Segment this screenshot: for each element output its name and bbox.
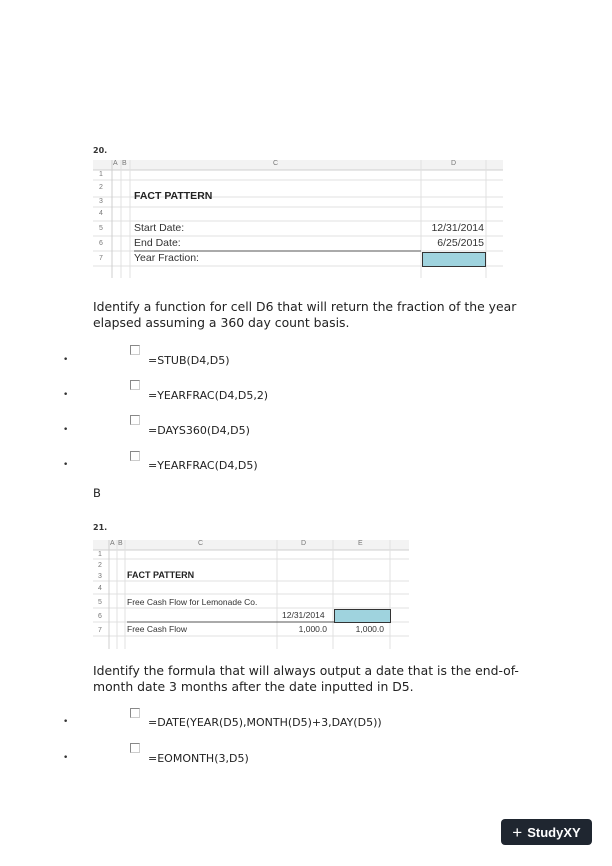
option-checkbox[interactable]: [130, 380, 140, 390]
selected-cell-e5: [334, 609, 391, 623]
col-header-c: C: [273, 160, 279, 167]
end-date-value: 6/25/2015: [437, 237, 484, 249]
spreadsheet-screenshot-q21: [93, 540, 409, 649]
option-label[interactable]: =EOMONTH(3,D5): [148, 752, 249, 765]
col-header-b: B: [118, 540, 123, 547]
option-label[interactable]: =DATE(YEAR(D5),MONTH(D5)+3,DAY(D5)): [148, 716, 382, 729]
fcf-e6-value: 1,000.0: [355, 624, 384, 634]
row-number: 1: [99, 171, 103, 178]
option-checkbox[interactable]: [130, 708, 140, 718]
sheet-title: FACT PATTERN: [127, 570, 195, 580]
option-checkbox[interactable]: [130, 415, 140, 425]
option-label[interactable]: =YEARFRAC(D4,D5,2): [148, 389, 269, 402]
col-header-d: D: [451, 160, 457, 167]
col-header-a: A: [110, 540, 115, 547]
fcf-label: Free Cash Flow: [127, 624, 187, 634]
brand-name: StudyXY: [527, 824, 581, 840]
row-number: 2: [98, 562, 102, 569]
bullet: •: [63, 425, 69, 435]
start-date-value: 12/31/2014: [431, 222, 484, 234]
question-prompt: Identify a function for cell D6 that will return the fraction of the year elapsed assuming a 360 day count basis.: [93, 299, 517, 330]
option-checkbox[interactable]: [130, 451, 140, 461]
row-number: 2: [99, 184, 103, 191]
row-number: 4: [99, 210, 103, 217]
bullet: •: [63, 753, 69, 763]
row-number: 5: [99, 225, 103, 232]
question-prompt: Identify the formula that will always output a date that is the end-of-month date 3 months after the date inputted in D5.: [93, 663, 519, 694]
answer-key: B: [93, 486, 101, 500]
selected-cell-d6: [422, 252, 486, 267]
date-cell-d5: 12/31/2014: [282, 610, 325, 620]
option-label[interactable]: =DAYS360(D4,D5): [148, 424, 250, 437]
question-number: 20.: [93, 146, 108, 155]
bullet: •: [63, 717, 69, 727]
sheet-title: FACT PATTERN: [134, 190, 213, 202]
col-header-b: B: [122, 160, 127, 167]
row-number: 7: [98, 627, 102, 634]
start-date-label: Start Date:: [134, 222, 185, 234]
bullet: •: [63, 355, 69, 365]
fcf-d6-value: 1,000.0: [298, 624, 327, 634]
col-header-a: A: [113, 160, 118, 167]
row-number: 7: [99, 255, 103, 262]
row-number: 3: [98, 573, 102, 580]
spreadsheet-screenshot-q20: [93, 160, 503, 278]
studyxy-logo[interactable]: [501, 819, 592, 845]
col-header-c: C: [198, 540, 204, 547]
end-date-label: End Date:: [134, 237, 181, 249]
plus-icon: +: [512, 822, 523, 842]
bullet: •: [63, 460, 69, 470]
row-number: 6: [98, 613, 102, 620]
col-header-d: D: [301, 540, 307, 547]
option-label[interactable]: =YEARFRAC(D4,D5): [148, 459, 258, 472]
row-number: 4: [98, 585, 102, 592]
row-number: 5: [98, 599, 102, 606]
row-number: 1: [98, 551, 102, 558]
question-number: 21.: [93, 523, 108, 532]
row-number: 3: [99, 198, 103, 205]
bullet: •: [63, 390, 69, 400]
col-header-e: E: [358, 540, 363, 547]
row-number: 6: [99, 240, 103, 247]
fcf-lemonade-label: Free Cash Flow for Lemonade Co.: [127, 597, 258, 607]
option-label[interactable]: =STUB(D4,D5): [148, 354, 230, 367]
option-checkbox[interactable]: [130, 743, 140, 753]
year-fraction-label: Year Fraction:: [134, 252, 199, 264]
option-checkbox[interactable]: [130, 345, 140, 355]
